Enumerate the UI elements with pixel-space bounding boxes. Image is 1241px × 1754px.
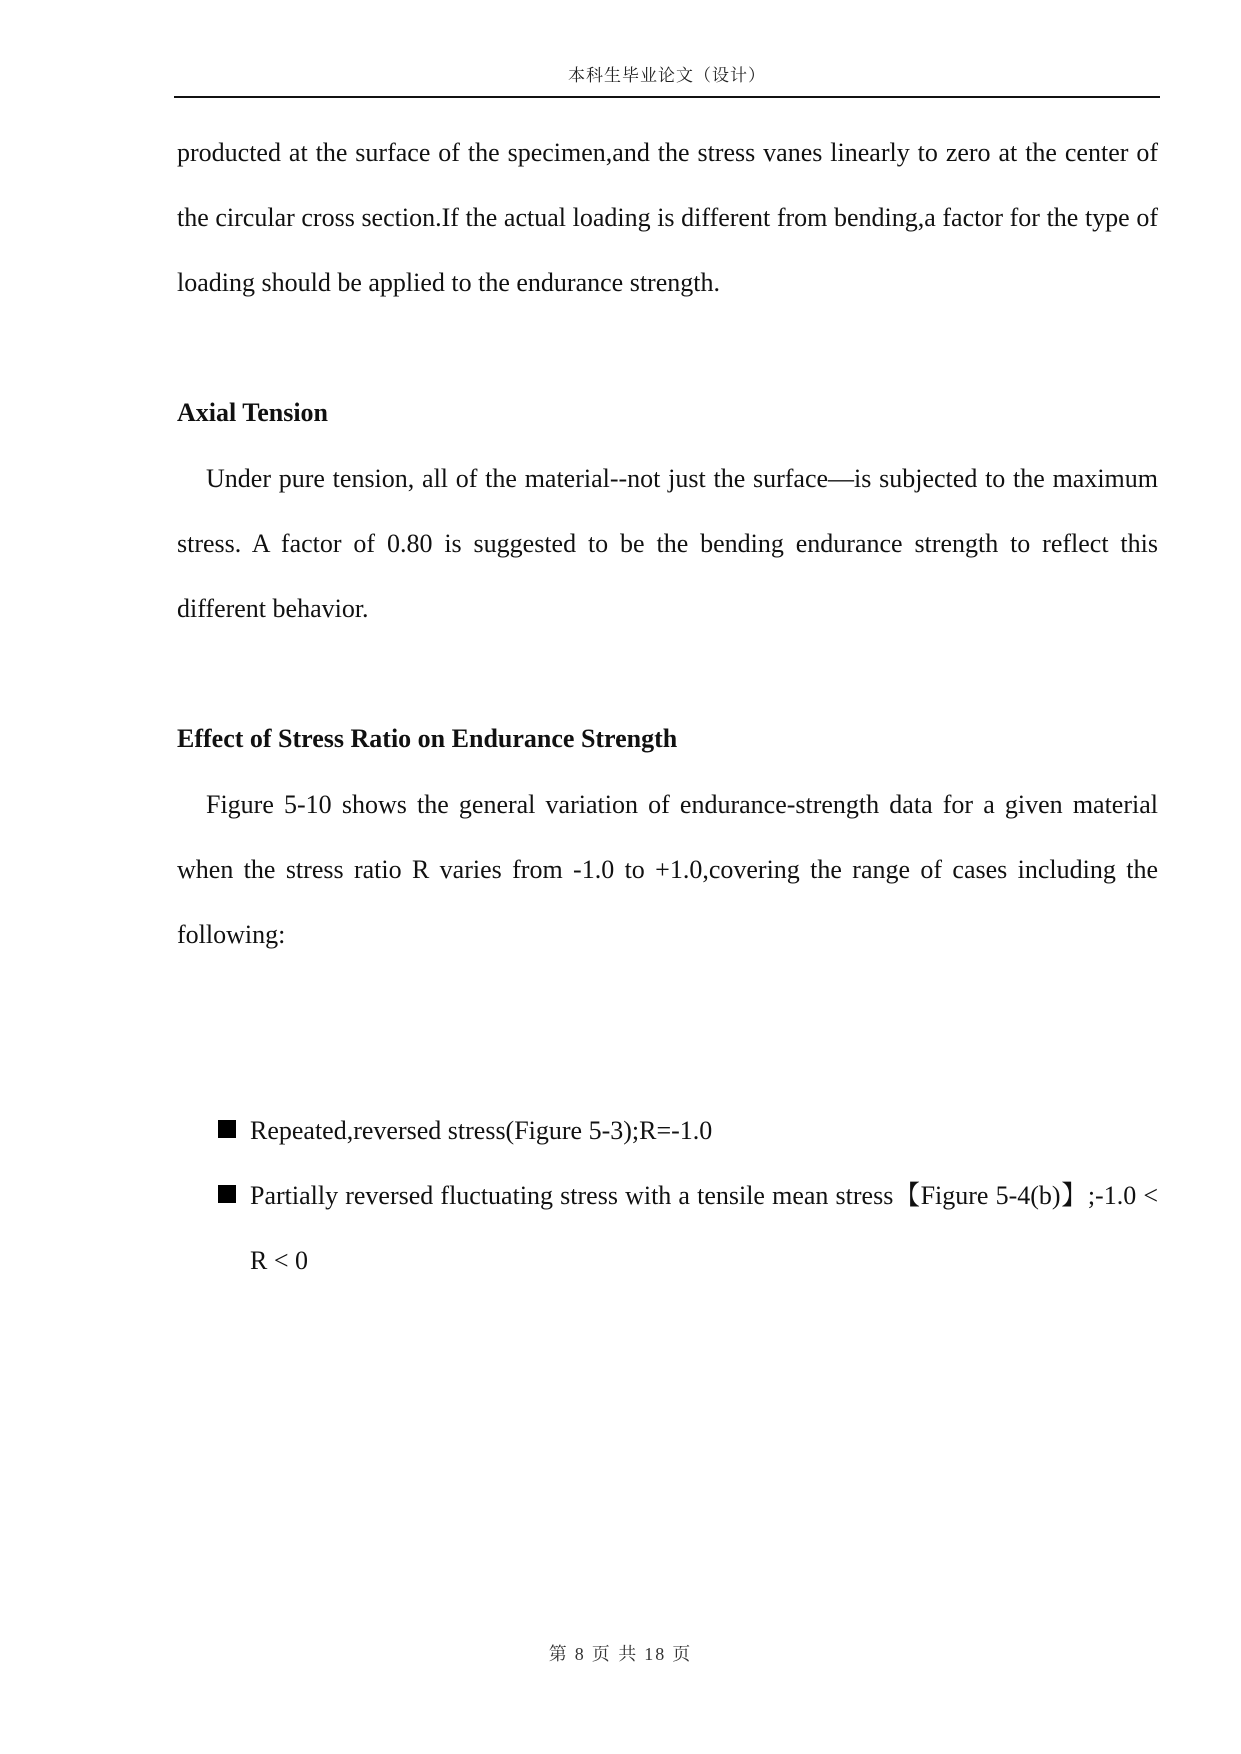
page-header: 本科生毕业论文（设计）	[568, 66, 766, 85]
list-item-text: Partially reversed fluctuating stress with a tensile mean stress【Figure 5-4(b)】;-1.0 < R < 0	[250, 1181, 1158, 1275]
heading-stress-ratio: Effect of Stress Ratio on Endurance Strength	[177, 724, 678, 753]
header-divider	[174, 96, 1160, 98]
footer-prefix: 第	[548, 1644, 569, 1664]
list-item	[218, 1163, 1158, 1293]
footer-suffix: 页	[672, 1644, 693, 1664]
footer-current-page: 8	[574, 1644, 586, 1664]
black-square-icon	[218, 1185, 236, 1203]
bullet-list	[218, 1098, 1158, 1293]
paragraph-axial-tension: Under pure tension, all of the material--not just the surface—is subjected to the maximum stress. A factor of 0.80 is suggested to be the bending endurance strength to reflect this different behavior.	[177, 464, 1158, 623]
paragraph-stress-ratio: Figure 5-10 shows the general variation of endurance-strength data for a given material when the stress ratio R varies from -1.0 to +1.0,covering the range of cases including the following:	[177, 790, 1158, 949]
page-footer	[0, 1643, 1241, 1665]
heading-axial-tension: Axial Tension	[177, 398, 329, 427]
footer-total-pages: 18	[644, 1644, 667, 1664]
list-item	[218, 1098, 1158, 1163]
paragraph-continuation: producted at the surface of the specimen,and the stress vanes linearly to zero at the center of the circular cross section.If the actual loading is different from bending,a factor for the type of loading should be applied to the endurance strength.	[177, 138, 1158, 297]
list-item-text: Repeated,reversed stress(Figure 5-3);R=-1.0	[250, 1116, 713, 1145]
footer-mid: 页 共	[591, 1644, 639, 1664]
black-square-icon	[218, 1120, 236, 1138]
